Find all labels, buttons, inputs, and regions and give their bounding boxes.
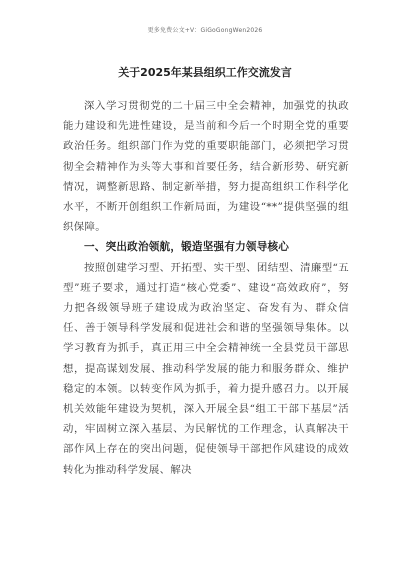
section-1-paragraph: 按照创建学习型、开拓型、实干型、团结型、清廉型“五型”班子要求，通过打造“核心党委”、建设“高效政府”，努力把各级领导班子建设成为政治坚定、奋发有为、群众信任、善于领导科学发展和促进社会和谐的坚强领导集体。以学习教育为抓手，真正用三中全会精神统一全县党员干部思想，提高谋划发展、推动科学发展的能力和服务群众、维护稳定的本领。以转变作风为抓手，着力提升感召力。以开展机关效能年建设为契机，深入开展全县“组工干部下基层”活动，牢固树立深入基层、为民解忧的工作理念，认真解决干部作风上存在的突出问题，促使领导干部把作风建设的成效转化为推动科学发展、解决: [63, 261, 349, 476]
document-body: [63, 96, 349, 480]
header-note: 更多免费公文+V：GiGoGongWen2026: [147, 27, 263, 34]
intro-paragraph: 深入学习贯彻党的二十届三中全会精神，加强党的执政能力建设和先进性建设，是当前和今后一个时期全党的重要政治任务。组织部门作为党的重要职能部门，必须把学习贯彻全会精神作为头等大事和首要任务，结合新形势、研究新情况，调整新思路、制定新举措，努力提高组织工作科学化水平，不断开创组织工作新局面，为建设“**”提供坚强的组织保障。: [63, 100, 349, 234]
section-heading-1: 一、突出政治领航，锻造坚强有力领导核心: [84, 241, 290, 254]
document-title: 关于2025年某县组织工作交流发言: [118, 66, 292, 79]
